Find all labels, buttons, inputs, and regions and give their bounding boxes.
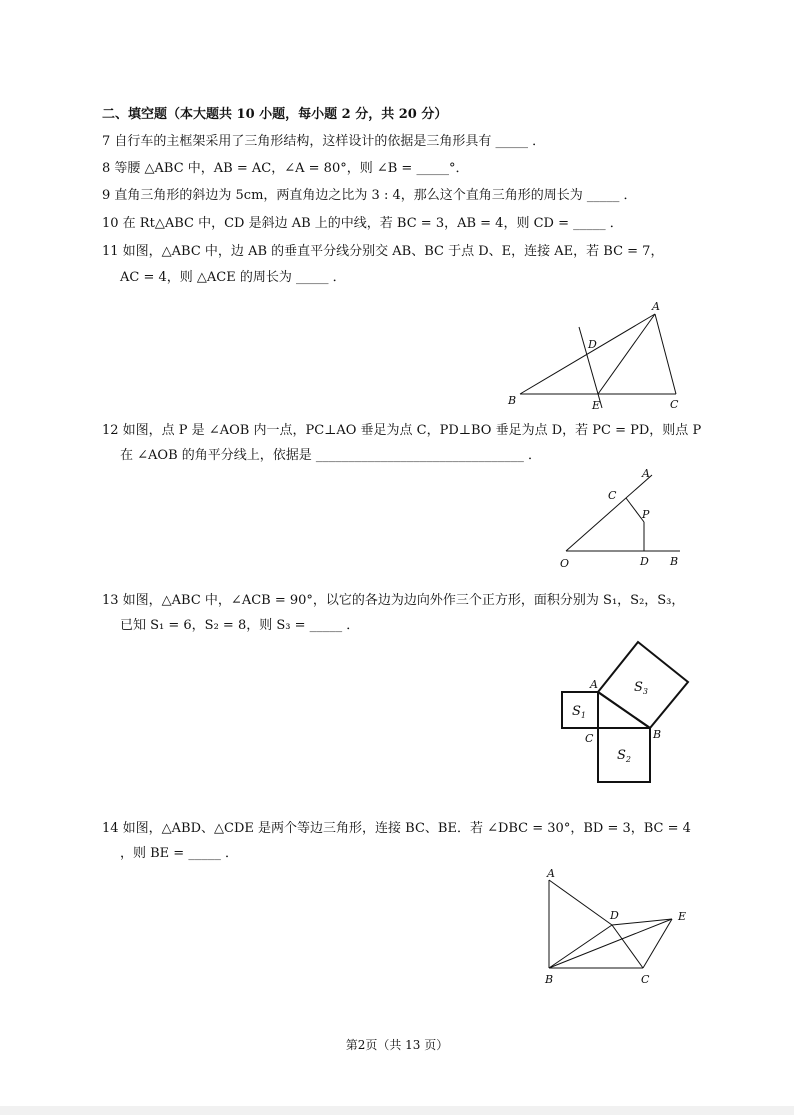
question-8: 8 等腰 △ABC 中，AB = AC，∠A = 80°，则 ∠B = _____°． [102, 161, 469, 176]
label-a: A [590, 678, 598, 691]
label-o: O [560, 557, 570, 570]
segment-ce [643, 919, 672, 968]
question-10: 10 在 Rt△ABC 中，CD 是斜边 AB 上的中线，若 BC = 3，AB = 4，则 CD = _____ ． [102, 216, 623, 231]
label-d: D [610, 909, 619, 922]
question-7: 7 自行车的主框架采用了三角形结构，这样设计的依据是三角形具有 _____ ． [102, 134, 546, 149]
square-s3 [598, 642, 688, 728]
label-d: D [588, 338, 597, 351]
question-11-line-1: 11 如图，△ABC 中，边 AB 的垂直平分线分别交 AB、BC 于点 D、E，连接 AE，若 BC = 7， [102, 244, 664, 259]
figure-11 [500, 298, 700, 414]
segment-de [612, 919, 672, 925]
label-e: E [678, 910, 687, 923]
question-14-line-1: 14 如图，△ABD、△CDE 是两个等边三角形，连接 BC、BE．若 ∠DBC = 30°，BD = 3，BC = 4 [102, 821, 691, 836]
label-c: C [641, 973, 650, 986]
label-c: C [670, 398, 679, 411]
page-bottom-strip [0, 1106, 794, 1115]
label-s3: $S_3$ [634, 680, 648, 696]
label-b: B [508, 394, 517, 407]
segment-ab [520, 314, 655, 394]
hypotenuse-ab [598, 692, 650, 728]
label-s2: $S_2$ [617, 748, 631, 764]
label-c: C [585, 732, 594, 745]
question-12-line-1: 12 如图，点 P 是 ∠AOB 内一点，PC⊥AO 垂足为点 C，PD⊥BO 垂足为点 D，若 PC = PD，则点 P [102, 423, 702, 438]
page-number: 第2页（共 13 页） [345, 1038, 449, 1052]
label-s1: $S_1$ [572, 704, 586, 720]
segment-ad [549, 880, 612, 925]
label-b: B [653, 728, 662, 741]
label-b: B [670, 555, 679, 568]
label-p: P [642, 508, 650, 521]
label-a: A [652, 300, 660, 313]
label-e: E [592, 399, 601, 412]
segment-dc [612, 925, 643, 968]
question-13-line-1: 13 如图，△ABC 中，∠ACB = 90°，以它的各边为边向外作三个正方形，面积分别为 S₁，S₂，S₃， [102, 593, 685, 608]
label-c: C [608, 489, 617, 502]
segment-ae [598, 314, 655, 394]
label-d: D [640, 555, 649, 568]
question-12-line-2: 在 ∠AOB 的角平分线上，依据是 ________________________________ ． [120, 448, 542, 463]
question-13-line-2: 已知 S₁ = 6，S₂ = 8，则 S₃ = _____ ． [120, 618, 360, 633]
question-14-line-2: ，则 BE = _____ ． [120, 846, 238, 861]
label-b: B [545, 973, 554, 986]
segment-ac [655, 314, 676, 394]
figure-12 [556, 465, 686, 571]
section-heading: 二、填空题（本大题共 10 小题，每小题 2 分，共 20 分） [102, 107, 448, 122]
label-a: A [547, 867, 555, 880]
figure-13 [552, 634, 694, 786]
question-9: 9 直角三角形的斜边为 5cm，两直角边之比为 3 : 4，那么这个直角三角形的周长为 _____ ． [102, 188, 637, 203]
question-11-line-2: AC = 4，则 △ACE 的周长为 _____ ． [120, 270, 346, 285]
figure-14 [540, 866, 700, 990]
ray-oa [566, 475, 652, 551]
label-a: A [642, 467, 650, 480]
